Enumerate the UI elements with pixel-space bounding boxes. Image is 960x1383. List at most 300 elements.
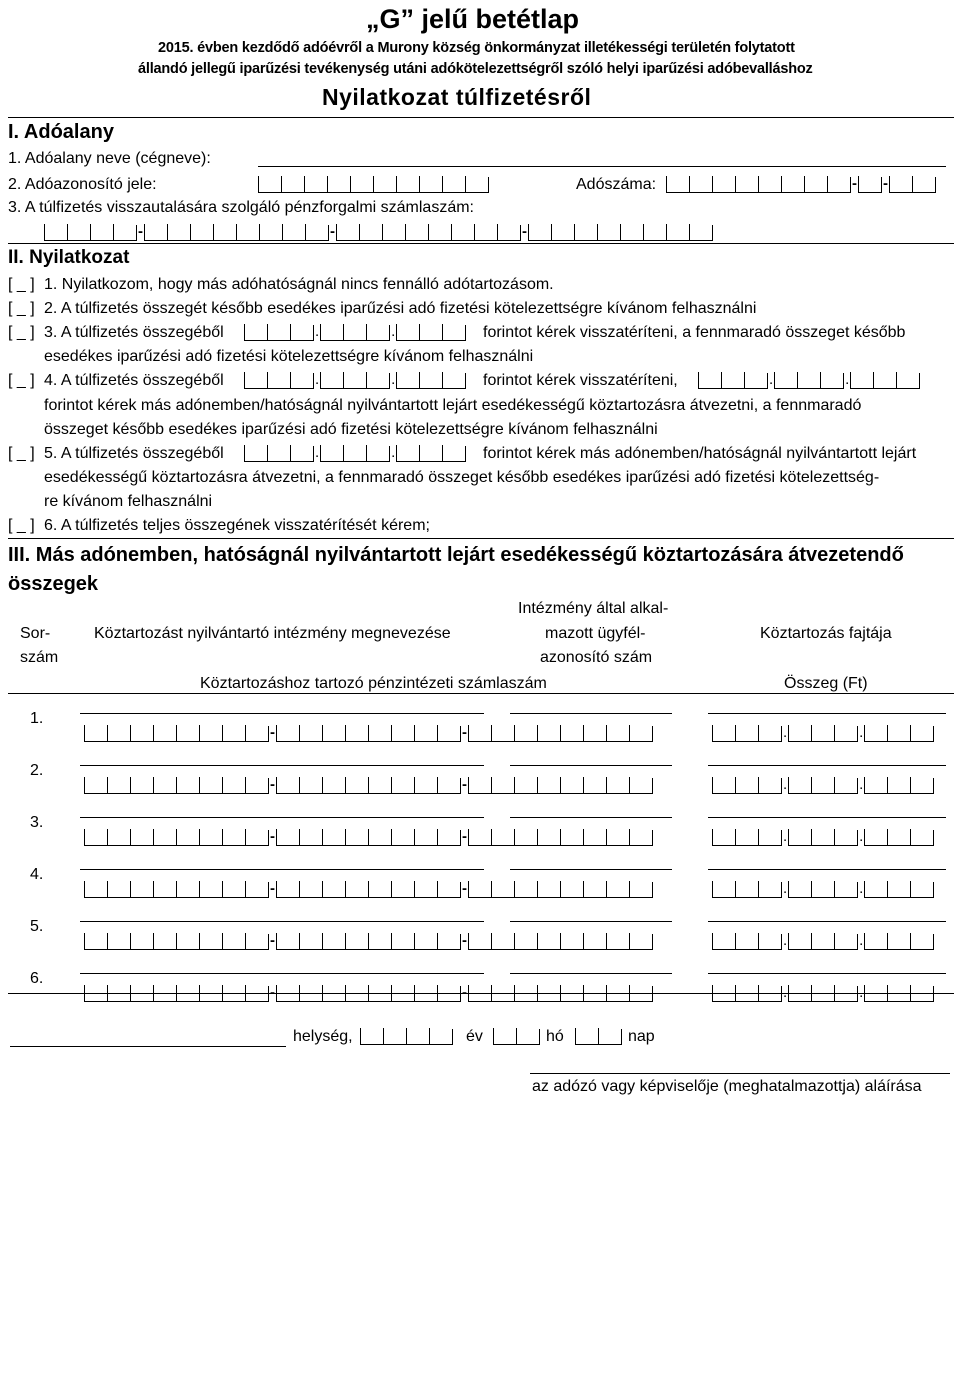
digit-box[interactable]: [320, 372, 343, 389]
digit-box[interactable]: [245, 881, 268, 898]
digit-box[interactable]: [606, 881, 629, 898]
digit-box[interactable]: [84, 829, 107, 846]
institution-name-field[interactable]: [80, 765, 484, 766]
digit-box[interactable]: [896, 372, 919, 389]
digit-box[interactable]: [176, 725, 199, 742]
digit-box[interactable]: [468, 933, 491, 950]
client-id-field[interactable]: [510, 817, 672, 818]
digit-box[interactable]: [516, 1028, 539, 1045]
digit-box[interactable]: [368, 829, 391, 846]
place-field[interactable]: [10, 1046, 286, 1047]
amount-boxes-row[interactable]: . .: [712, 984, 934, 1002]
digit-box[interactable]: [597, 224, 620, 241]
digit-box[interactable]: [419, 324, 442, 341]
digit-box[interactable]: [327, 176, 350, 193]
digit-box[interactable]: [176, 829, 199, 846]
digit-box[interactable]: [735, 777, 758, 794]
digit-box[interactable]: [491, 777, 514, 794]
digit-box[interactable]: [864, 829, 887, 846]
bank-account-boxes-row[interactable]: - -: [84, 828, 653, 846]
digit-box[interactable]: [345, 777, 368, 794]
digit-box[interactable]: [322, 725, 345, 742]
digit-box[interactable]: [583, 881, 606, 898]
digit-box[interactable]: [560, 933, 583, 950]
digit-box[interactable]: [414, 725, 437, 742]
digit-box[interactable]: [774, 372, 797, 389]
digit-box[interactable]: [391, 725, 414, 742]
digit-box[interactable]: [153, 829, 176, 846]
digit-box[interactable]: [359, 224, 382, 241]
digit-box[interactable]: [514, 777, 537, 794]
digit-box[interactable]: [44, 224, 67, 241]
digit-box[interactable]: [514, 829, 537, 846]
digit-box[interactable]: [468, 777, 491, 794]
digit-box[interactable]: [583, 829, 606, 846]
digit-box[interactable]: [712, 725, 735, 742]
digit-box[interactable]: [735, 881, 758, 898]
digit-box[interactable]: [299, 725, 322, 742]
digit-box[interactable]: [245, 777, 268, 794]
digit-box[interactable]: [629, 777, 652, 794]
checkbox-6[interactable]: [ _ ]: [8, 517, 35, 534]
checkbox-4[interactable]: [ _ ]: [8, 372, 35, 389]
digit-box[interactable]: [491, 933, 514, 950]
digit-box[interactable]: [84, 933, 107, 950]
digit-box[interactable]: [345, 881, 368, 898]
digit-box[interactable]: [391, 777, 414, 794]
digit-box[interactable]: [290, 372, 313, 389]
digit-box[interactable]: [864, 933, 887, 950]
digit-box[interactable]: [889, 176, 912, 193]
digit-box[interactable]: [406, 1028, 429, 1045]
taxpayer-name-field[interactable]: [258, 166, 946, 167]
digit-box[interactable]: [666, 224, 689, 241]
debt-type-field[interactable]: [708, 713, 946, 714]
digit-box[interactable]: [834, 829, 857, 846]
digit-box[interactable]: [442, 176, 465, 193]
digit-box[interactable]: [758, 725, 781, 742]
digit-box[interactable]: [712, 777, 735, 794]
digit-box[interactable]: [797, 372, 820, 389]
digit-box[interactable]: [304, 176, 327, 193]
amount-boxes-row[interactable]: . .: [712, 880, 934, 898]
checkbox-3[interactable]: [ _ ]: [8, 324, 35, 341]
bank-account-boxes-row[interactable]: - -: [84, 776, 653, 794]
digit-box[interactable]: [245, 725, 268, 742]
digit-box[interactable]: [360, 1028, 383, 1045]
digit-box[interactable]: [299, 829, 322, 846]
digit-box[interactable]: [606, 829, 629, 846]
digit-box[interactable]: [537, 829, 560, 846]
digit-box[interactable]: [442, 445, 465, 462]
digit-box[interactable]: [910, 933, 933, 950]
digit-box[interactable]: [537, 725, 560, 742]
digit-box[interactable]: [419, 445, 442, 462]
digit-box[interactable]: [583, 777, 606, 794]
digit-box[interactable]: [290, 445, 313, 462]
digit-box[interactable]: [442, 372, 465, 389]
digit-box[interactable]: [222, 777, 245, 794]
digit-box[interactable]: [107, 881, 130, 898]
digit-box[interactable]: [320, 324, 343, 341]
amount-boxes-row[interactable]: . .: [712, 932, 934, 950]
digit-box[interactable]: [864, 881, 887, 898]
digit-box[interactable]: [811, 933, 834, 950]
institution-name-field[interactable]: [80, 713, 484, 714]
digit-box[interactable]: [299, 933, 322, 950]
digit-box[interactable]: [366, 324, 389, 341]
digit-box[interactable]: [804, 176, 827, 193]
digit-box[interactable]: [130, 933, 153, 950]
digit-box[interactable]: [368, 881, 391, 898]
digit-box[interactable]: [391, 933, 414, 950]
digit-box[interactable]: [712, 829, 735, 846]
digit-box[interactable]: [788, 829, 811, 846]
digit-box[interactable]: [320, 445, 343, 462]
digit-box[interactable]: [735, 176, 758, 193]
digit-box[interactable]: [282, 224, 305, 241]
bank-account-boxes-row[interactable]: - -: [84, 724, 653, 742]
digit-box[interactable]: [130, 725, 153, 742]
digit-box[interactable]: [491, 881, 514, 898]
digit-box[interactable]: [276, 725, 299, 742]
digit-box[interactable]: [887, 777, 910, 794]
digit-box[interactable]: [236, 224, 259, 241]
digit-box[interactable]: [153, 725, 176, 742]
digit-box[interactable]: [629, 881, 652, 898]
digit-box[interactable]: [429, 1028, 452, 1045]
digit-box[interactable]: [811, 829, 834, 846]
digit-box[interactable]: [414, 881, 437, 898]
client-id-field[interactable]: [510, 869, 672, 870]
client-id-field[interactable]: [510, 765, 672, 766]
digit-box[interactable]: [643, 224, 666, 241]
digit-box[interactable]: [606, 777, 629, 794]
digit-box[interactable]: [199, 881, 222, 898]
digit-box[interactable]: [258, 176, 281, 193]
digit-box[interactable]: [437, 881, 460, 898]
digit-box[interactable]: [910, 725, 933, 742]
digit-box[interactable]: [419, 176, 442, 193]
institution-name-field[interactable]: [80, 921, 484, 922]
digit-box[interactable]: [834, 933, 857, 950]
digit-box[interactable]: [468, 829, 491, 846]
digit-box[interactable]: [199, 829, 222, 846]
digit-box[interactable]: [437, 933, 460, 950]
digit-box[interactable]: [712, 176, 735, 193]
digit-box[interactable]: [368, 777, 391, 794]
amount-boxes-row[interactable]: . .: [712, 828, 934, 846]
amount-boxes-4a[interactable]: . .: [244, 371, 466, 389]
digit-box[interactable]: [176, 777, 199, 794]
digit-box[interactable]: [437, 777, 460, 794]
digit-box[interactable]: [276, 829, 299, 846]
digit-box[interactable]: [560, 777, 583, 794]
digit-box[interactable]: [396, 372, 419, 389]
digit-box[interactable]: [758, 829, 781, 846]
digit-box[interactable]: [788, 881, 811, 898]
digit-box[interactable]: [629, 933, 652, 950]
digit-box[interactable]: [864, 725, 887, 742]
digit-box[interactable]: [267, 445, 290, 462]
digit-box[interactable]: [560, 725, 583, 742]
digit-box[interactable]: [811, 881, 834, 898]
digit-box[interactable]: [245, 829, 268, 846]
digit-box[interactable]: [267, 324, 290, 341]
digit-box[interactable]: [560, 829, 583, 846]
debt-type-field[interactable]: [708, 817, 946, 818]
client-id-field[interactable]: [510, 921, 672, 922]
digit-box[interactable]: [551, 224, 574, 241]
digit-box[interactable]: [689, 224, 712, 241]
digit-box[interactable]: [887, 881, 910, 898]
digit-box[interactable]: [758, 933, 781, 950]
tax-number-boxes[interactable]: - -: [666, 175, 936, 193]
bank-account-boxes-row[interactable]: - -: [84, 880, 653, 898]
digit-box[interactable]: [666, 176, 689, 193]
digit-box[interactable]: [712, 933, 735, 950]
institution-name-field[interactable]: [80, 817, 484, 818]
debt-type-field[interactable]: [708, 973, 946, 974]
digit-box[interactable]: [276, 933, 299, 950]
digit-box[interactable]: [744, 372, 767, 389]
digit-box[interactable]: [259, 224, 282, 241]
digit-box[interactable]: [190, 224, 213, 241]
digit-box[interactable]: [788, 933, 811, 950]
digit-box[interactable]: [130, 829, 153, 846]
digit-box[interactable]: [788, 777, 811, 794]
digit-box[interactable]: [758, 176, 781, 193]
digit-box[interactable]: [368, 725, 391, 742]
digit-box[interactable]: [281, 176, 304, 193]
digit-box[interactable]: [373, 176, 396, 193]
amount-boxes-3[interactable]: . .: [244, 323, 466, 341]
checkbox-5[interactable]: [ _ ]: [8, 445, 35, 462]
digit-box[interactable]: [153, 777, 176, 794]
tax-id-boxes[interactable]: [258, 175, 489, 193]
tax-id-digits[interactable]: [258, 175, 489, 193]
digit-box[interactable]: [827, 176, 850, 193]
amount-boxes-4b[interactable]: . .: [698, 371, 920, 389]
digit-box[interactable]: [493, 1028, 516, 1045]
digit-box[interactable]: [345, 829, 368, 846]
digit-box[interactable]: [107, 933, 130, 950]
digit-box[interactable]: [491, 829, 514, 846]
digit-box[interactable]: [758, 881, 781, 898]
digit-box[interactable]: [222, 725, 245, 742]
digit-box[interactable]: [84, 881, 107, 898]
digit-box[interactable]: [574, 224, 597, 241]
digit-box[interactable]: [451, 224, 474, 241]
digit-box[interactable]: [583, 933, 606, 950]
digit-box[interactable]: [113, 224, 136, 241]
digit-box[interactable]: [107, 725, 130, 742]
digit-box[interactable]: [537, 777, 560, 794]
digit-box[interactable]: [336, 224, 359, 241]
digit-box[interactable]: [620, 224, 643, 241]
digit-box[interactable]: [343, 324, 366, 341]
digit-box[interactable]: [712, 881, 735, 898]
digit-box[interactable]: [689, 176, 712, 193]
digit-box[interactable]: [437, 725, 460, 742]
digit-box[interactable]: [721, 372, 744, 389]
digit-box[interactable]: [758, 777, 781, 794]
digit-box[interactable]: [887, 933, 910, 950]
digit-box[interactable]: [322, 933, 345, 950]
digit-box[interactable]: [468, 881, 491, 898]
digit-box[interactable]: [850, 372, 873, 389]
digit-box[interactable]: [788, 725, 811, 742]
digit-box[interactable]: [514, 881, 537, 898]
digit-box[interactable]: [276, 777, 299, 794]
digit-box[interactable]: [391, 881, 414, 898]
digit-box[interactable]: [629, 829, 652, 846]
amount-boxes-row[interactable]: . .: [712, 776, 934, 794]
digit-box[interactable]: [345, 933, 368, 950]
digit-box[interactable]: [290, 324, 313, 341]
digit-box[interactable]: [213, 224, 236, 241]
digit-box[interactable]: [629, 725, 652, 742]
digit-box[interactable]: [468, 725, 491, 742]
digit-box[interactable]: [396, 176, 419, 193]
digit-box[interactable]: [781, 176, 804, 193]
digit-box[interactable]: [382, 224, 405, 241]
digit-box[interactable]: [107, 829, 130, 846]
digit-box[interactable]: [834, 881, 857, 898]
digit-box[interactable]: [84, 777, 107, 794]
digit-box[interactable]: [222, 881, 245, 898]
digit-box[interactable]: [834, 725, 857, 742]
digit-box[interactable]: [84, 725, 107, 742]
digit-box[interactable]: [299, 881, 322, 898]
digit-box[interactable]: [167, 224, 190, 241]
digit-box[interactable]: [437, 829, 460, 846]
digit-box[interactable]: [366, 372, 389, 389]
digit-box[interactable]: [735, 933, 758, 950]
bank-account-boxes-row[interactable]: - -: [84, 932, 653, 950]
digit-box[interactable]: [343, 372, 366, 389]
digit-box[interactable]: [864, 777, 887, 794]
digit-box[interactable]: [153, 881, 176, 898]
digit-box[interactable]: [396, 324, 419, 341]
digit-box[interactable]: [514, 933, 537, 950]
digit-box[interactable]: [244, 445, 267, 462]
digit-box[interactable]: [606, 933, 629, 950]
digit-box[interactable]: [391, 829, 414, 846]
debt-type-field[interactable]: [708, 765, 946, 766]
digit-box[interactable]: [537, 933, 560, 950]
debt-type-field[interactable]: [708, 921, 946, 922]
digit-box[interactable]: [244, 372, 267, 389]
digit-box[interactable]: [199, 725, 222, 742]
digit-box[interactable]: [343, 445, 366, 462]
digit-box[interactable]: [583, 725, 606, 742]
digit-box[interactable]: [811, 725, 834, 742]
digit-box[interactable]: [322, 881, 345, 898]
digit-box[interactable]: [598, 1028, 621, 1045]
digit-box[interactable]: [419, 372, 442, 389]
digit-box[interactable]: [887, 829, 910, 846]
digit-box[interactable]: [414, 829, 437, 846]
digit-box[interactable]: [491, 725, 514, 742]
digit-box[interactable]: [299, 777, 322, 794]
digit-box[interactable]: [199, 777, 222, 794]
checkbox-2[interactable]: [ _ ]: [8, 300, 35, 317]
digit-box[interactable]: [834, 777, 857, 794]
amount-boxes-5[interactable]: . .: [244, 444, 466, 462]
digit-box[interactable]: [244, 324, 267, 341]
digit-box[interactable]: [144, 224, 167, 241]
digit-box[interactable]: [383, 1028, 406, 1045]
digit-box[interactable]: [820, 372, 843, 389]
digit-box[interactable]: [414, 777, 437, 794]
digit-box[interactable]: [396, 445, 419, 462]
digit-box[interactable]: [368, 933, 391, 950]
digit-box[interactable]: [414, 933, 437, 950]
digit-box[interactable]: [107, 777, 130, 794]
digit-box[interactable]: [322, 829, 345, 846]
digit-box[interactable]: [267, 372, 290, 389]
month-boxes[interactable]: [493, 1027, 540, 1045]
digit-box[interactable]: [474, 224, 497, 241]
digit-box[interactable]: [735, 725, 758, 742]
debt-type-field[interactable]: [708, 869, 946, 870]
digit-box[interactable]: [514, 725, 537, 742]
bank-account-boxes-row[interactable]: - -: [84, 984, 653, 1002]
digit-box[interactable]: [910, 881, 933, 898]
digit-box[interactable]: [910, 777, 933, 794]
digit-box[interactable]: [912, 176, 935, 193]
digit-box[interactable]: [873, 372, 896, 389]
digit-box[interactable]: [735, 829, 758, 846]
signature-line[interactable]: [530, 1073, 950, 1074]
institution-name-field[interactable]: [80, 973, 484, 974]
digit-box[interactable]: [130, 777, 153, 794]
digit-box[interactable]: [811, 777, 834, 794]
bank-account-boxes[interactable]: - - -: [44, 223, 713, 241]
digit-box[interactable]: [345, 725, 368, 742]
digit-box[interactable]: [606, 725, 629, 742]
year-boxes[interactable]: [360, 1027, 453, 1045]
digit-box[interactable]: [322, 777, 345, 794]
digit-box[interactable]: [858, 176, 881, 193]
digit-box[interactable]: [199, 933, 222, 950]
digit-box[interactable]: [910, 829, 933, 846]
digit-box[interactable]: [245, 933, 268, 950]
digit-box[interactable]: [428, 224, 451, 241]
digit-box[interactable]: [442, 324, 465, 341]
digit-box[interactable]: [528, 224, 551, 241]
checkbox-1[interactable]: [ _ ]: [8, 276, 35, 293]
digit-box[interactable]: [465, 176, 488, 193]
client-id-field[interactable]: [510, 713, 672, 714]
digit-box[interactable]: [176, 881, 199, 898]
client-id-field[interactable]: [510, 973, 672, 974]
digit-box[interactable]: [130, 881, 153, 898]
digit-box[interactable]: [537, 881, 560, 898]
amount-boxes-row[interactable]: . .: [712, 724, 934, 742]
day-boxes[interactable]: [575, 1027, 622, 1045]
digit-box[interactable]: [153, 933, 176, 950]
institution-name-field[interactable]: [80, 869, 484, 870]
digit-box[interactable]: [222, 829, 245, 846]
digit-box[interactable]: [497, 224, 520, 241]
digit-box[interactable]: [560, 881, 583, 898]
digit-box[interactable]: [350, 176, 373, 193]
digit-box[interactable]: [405, 224, 428, 241]
digit-box[interactable]: [366, 445, 389, 462]
digit-box[interactable]: [176, 933, 199, 950]
